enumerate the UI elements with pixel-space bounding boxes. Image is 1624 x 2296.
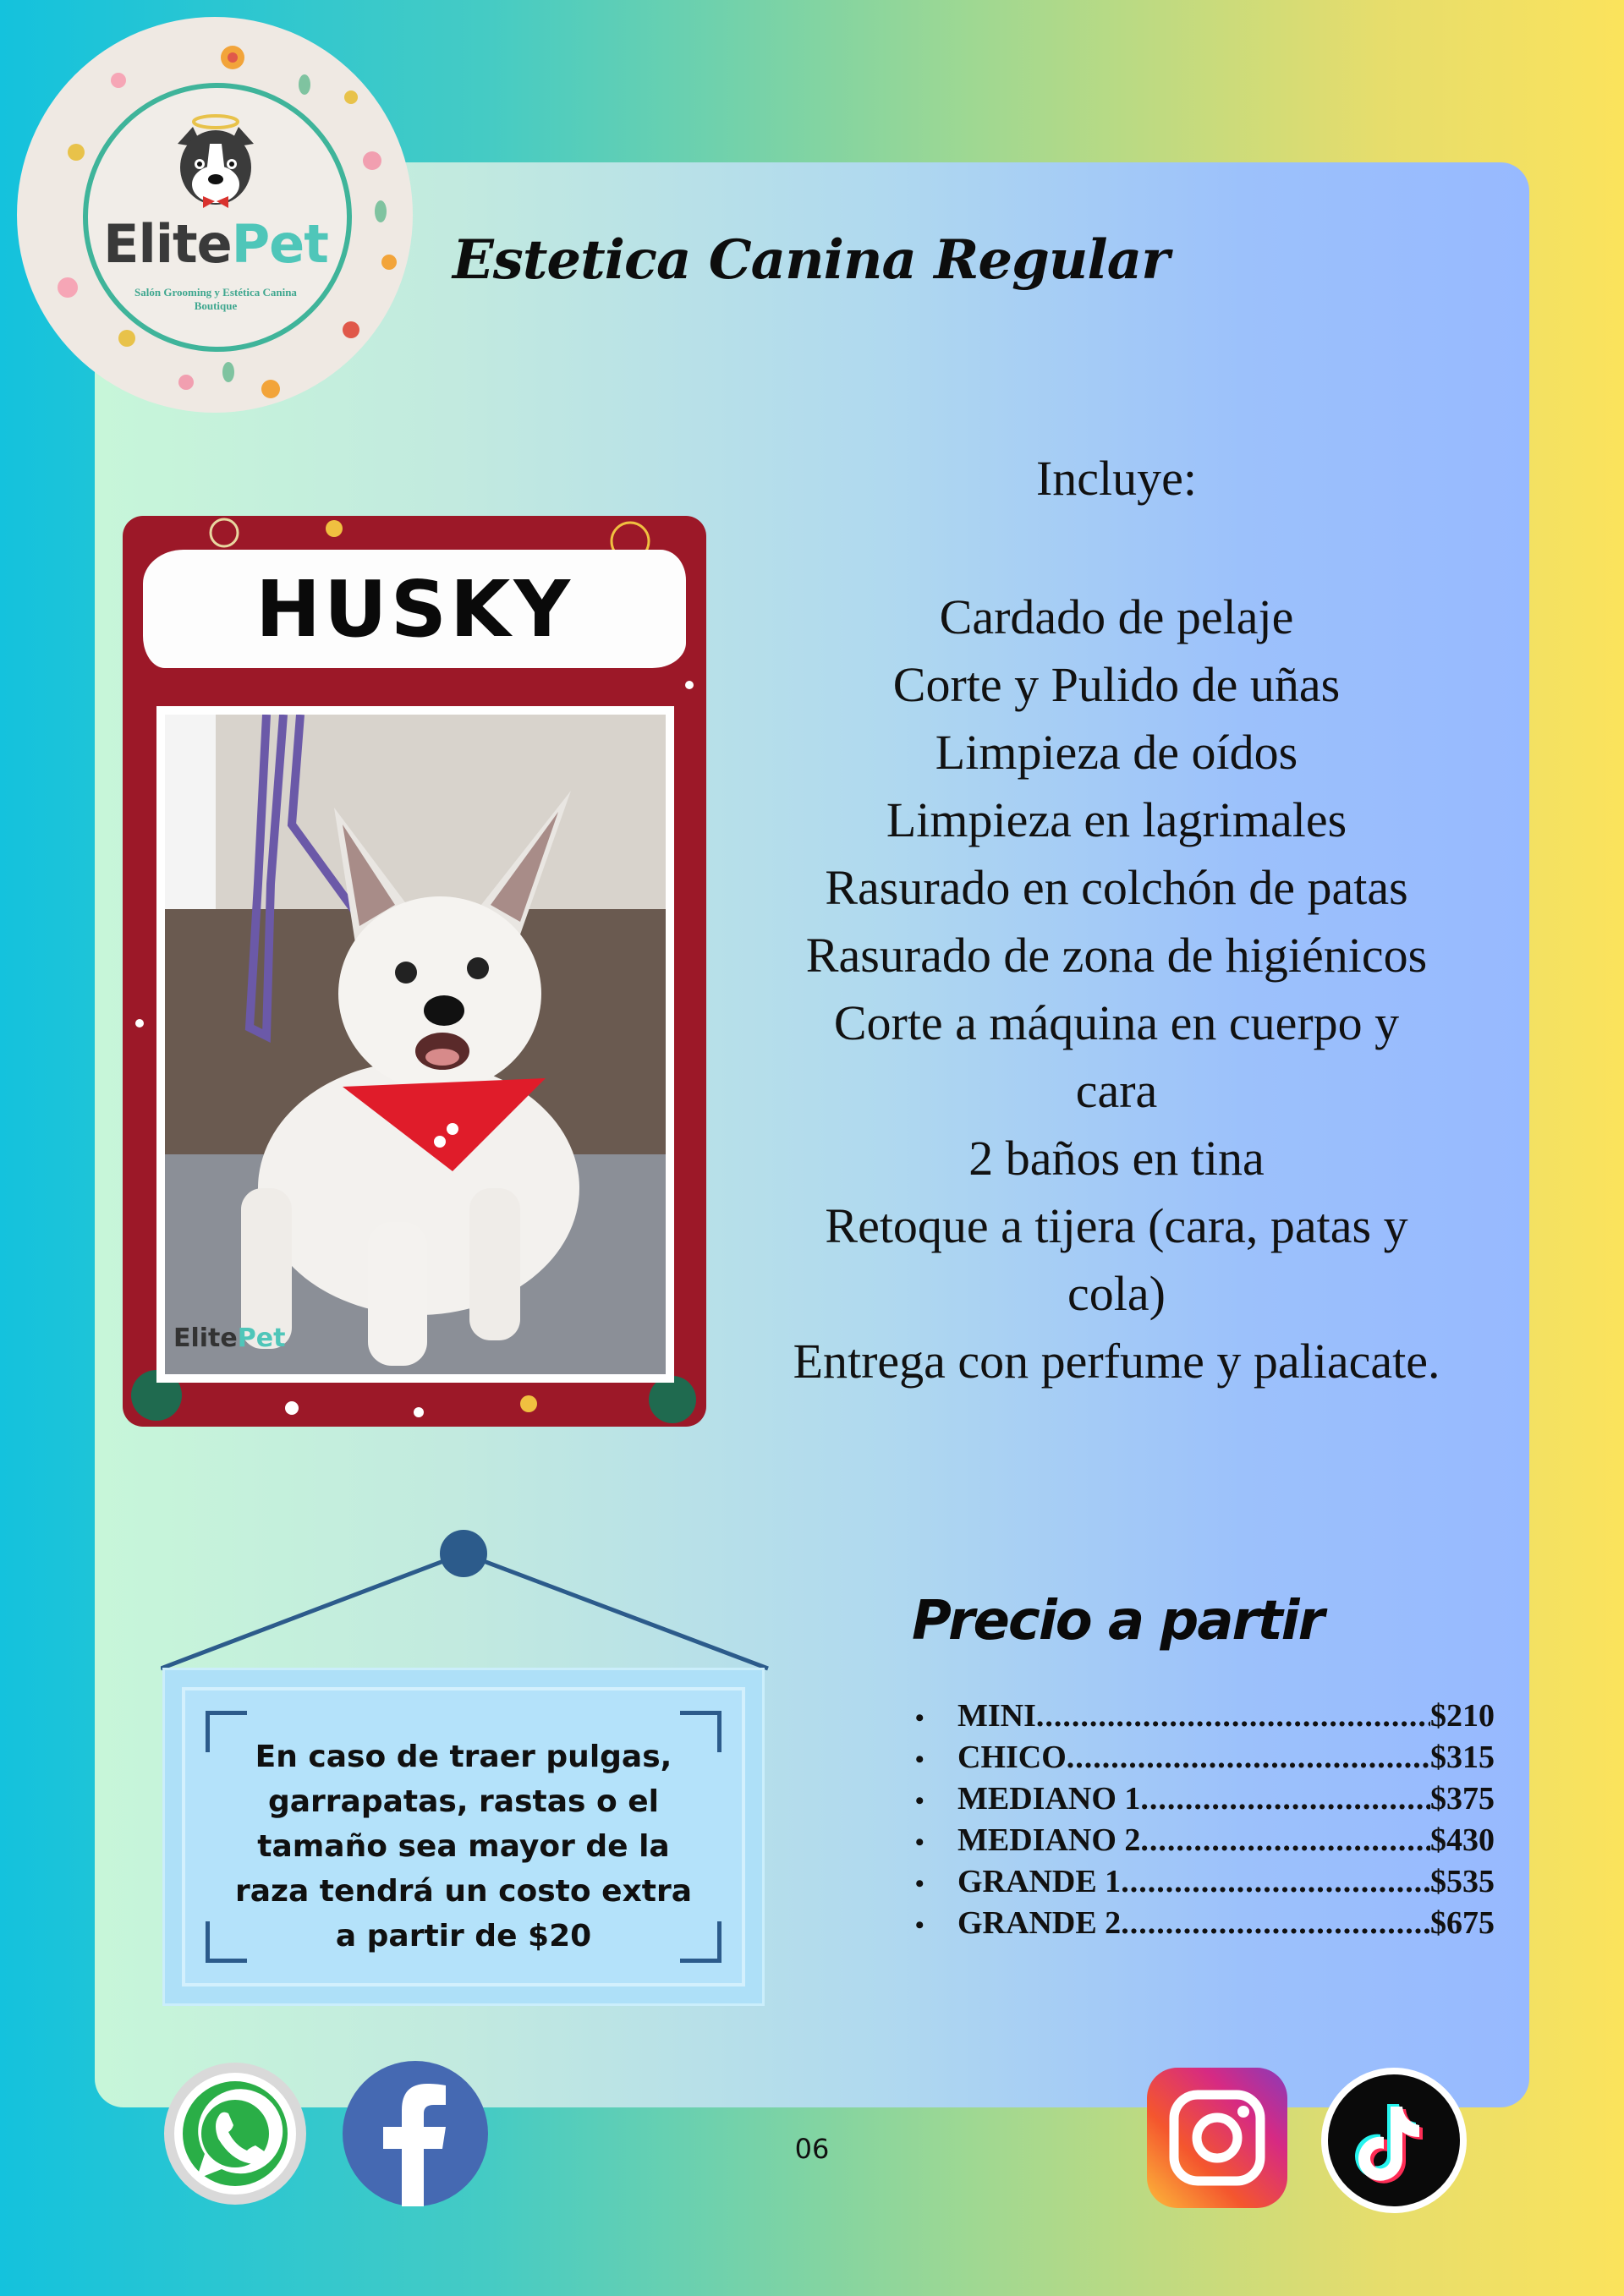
includes-label: Incluye: — [1035, 451, 1198, 506]
dot-leader — [1140, 1779, 1430, 1818]
includes-item: Retoque a tijera (cara, patas y — [825, 1198, 1408, 1253]
elitepet-logo — [17, 17, 413, 413]
bullet: • — [915, 1787, 924, 1815]
tiktok-icon[interactable] — [1321, 2068, 1467, 2213]
size-label: GRANDE 2 — [957, 1905, 1122, 1941]
whatsapp-icon[interactable] — [162, 2061, 308, 2206]
page-number: 06 — [794, 2133, 830, 2165]
photo-watermark — [173, 1323, 286, 1353]
extra-cost-notice — [162, 1668, 765, 2006]
instagram-icon[interactable] — [1147, 2068, 1287, 2208]
includes-item: Rasurado en colchón de patas — [825, 860, 1408, 915]
includes-item: Rasurado de zona de higiénicos — [805, 928, 1428, 983]
logo-wordmark — [68, 213, 364, 275]
sign-pin-icon — [440, 1530, 487, 1577]
size-label: GRANDE 1 — [957, 1864, 1122, 1899]
includes-item: Limpieza en lagrimales — [886, 792, 1347, 847]
notice-text: En caso de traer pulgas, garrapatas, rastas o el tamaño sea mayor de la raza tendrá un costo extra a partir de $20 — [234, 1740, 693, 1954]
includes-item: cara — [1075, 1063, 1158, 1118]
price-value: $535 — [1430, 1864, 1495, 1899]
price-value: $315 — [1430, 1740, 1495, 1775]
price-row — [915, 1862, 1495, 1904]
pet-card — [123, 516, 706, 1427]
logo-word-elite: Elite — [103, 213, 232, 275]
size-label: MEDIANO 2 — [957, 1822, 1141, 1858]
notice-frame — [182, 1687, 745, 1986]
bullet: • — [915, 1745, 924, 1773]
price-title: Precio a partir — [912, 1590, 1324, 1652]
pet-breed-label: HUSKY — [255, 563, 573, 655]
bullet: • — [915, 1704, 924, 1732]
watermark-pet: Pet — [237, 1323, 286, 1353]
logo-tagline: Salón Grooming y Estética Canina Boutique — [134, 286, 297, 312]
watermark-elite: Elite — [173, 1323, 238, 1353]
price-list — [915, 1696, 1495, 1945]
includes-item: Corte a máquina en cuerpo y — [833, 995, 1400, 1050]
size-label: MINI — [957, 1698, 1036, 1734]
includes-item: Entrega con perfume y paliacate. — [793, 1334, 1440, 1389]
size-label: MEDIANO 1 — [957, 1781, 1141, 1817]
includes-item: Cardado de pelaje — [939, 589, 1294, 644]
price-value: $210 — [1430, 1698, 1495, 1734]
dot-leader — [1140, 1821, 1430, 1860]
dot-leader — [1067, 1738, 1430, 1777]
price-row — [915, 1779, 1495, 1821]
includes-item: cola) — [1067, 1266, 1166, 1321]
price-row — [915, 1821, 1495, 1862]
logo-word-pet: Pet — [231, 213, 328, 275]
includes-item: Limpieza de oídos — [935, 725, 1298, 780]
price-row — [915, 1904, 1495, 1945]
price-value: $430 — [1430, 1822, 1495, 1858]
dot-leader — [1121, 1862, 1430, 1901]
includes-item: Corte y Pulido de uñas — [892, 657, 1341, 712]
price-row — [915, 1738, 1495, 1779]
bullet: • — [915, 1828, 924, 1856]
dog-face-icon — [161, 110, 271, 220]
dot-leader — [1121, 1904, 1430, 1943]
facebook-icon[interactable] — [343, 2061, 488, 2206]
price-value: $375 — [1430, 1781, 1495, 1817]
includes-item: 2 baños en tina — [968, 1131, 1265, 1186]
bullet: • — [915, 1911, 924, 1939]
size-label: CHICO — [957, 1740, 1067, 1775]
pet-name-banner — [143, 550, 686, 668]
dog-illustration — [165, 715, 666, 1374]
dot-leader — [1036, 1696, 1430, 1735]
includes-list — [744, 584, 1489, 1395]
price-value: $675 — [1430, 1905, 1495, 1941]
bullet: • — [915, 1870, 924, 1898]
dog-photo — [156, 706, 674, 1383]
price-row — [915, 1696, 1495, 1738]
sign-hanger — [161, 1526, 770, 1679]
page-title: Estetica Canina Regular — [453, 228, 1169, 292]
